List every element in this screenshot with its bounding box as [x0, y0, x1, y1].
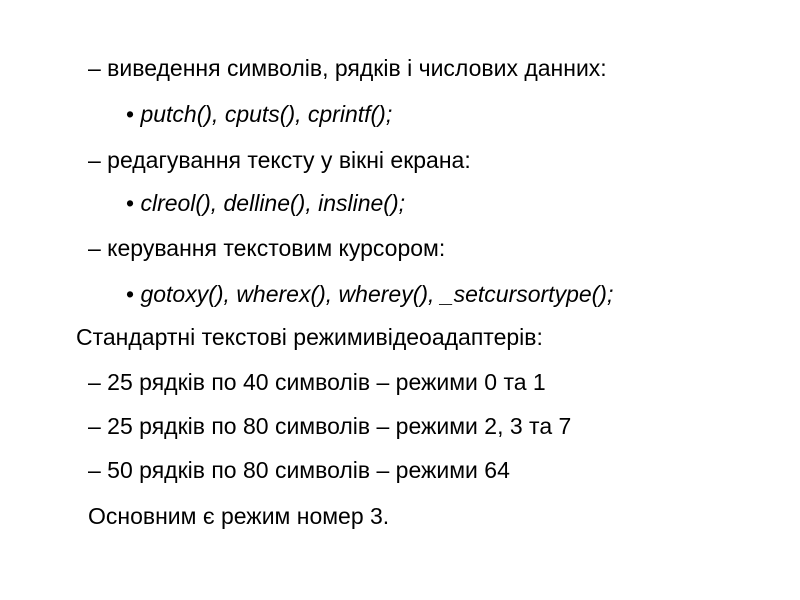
mode-item-2 — [88, 412, 571, 440]
edit-functions-list: clreol(), delline(), insline(); — [140, 190, 406, 216]
text-modes-heading — [76, 323, 543, 351]
text-modes-heading-text: Стандартні текстові режимивідеоадаптерів: — [76, 324, 543, 350]
cursor-functions-line — [88, 234, 445, 262]
bullet-icon: • — [126, 101, 135, 127]
mode-item-3 — [88, 456, 510, 484]
cursor-functions-bullet — [126, 280, 613, 308]
output-functions-list: putch(), cputs(), cprintf(); — [140, 101, 393, 127]
output-functions-line — [88, 54, 607, 82]
cursor-functions-list: gotoxy(), wherex(), wherey(), _setcursortype(); — [140, 281, 614, 307]
output-functions-bullet — [126, 100, 392, 128]
mode-item-2-text: – 25 рядків по 80 символів – режими 2, 3 та 7 — [88, 413, 572, 439]
bullet-icon: • — [126, 190, 135, 216]
mode-item-1 — [88, 368, 546, 396]
cursor-functions-text: – керування текстовим курсором: — [88, 235, 446, 261]
mode-item-1-text: – 25 рядків по 40 символів – режими 0 та 1 — [88, 369, 546, 395]
output-functions-text: – виведення символів, рядків і числових данних: — [88, 55, 607, 81]
main-mode-note — [88, 502, 389, 530]
main-mode-note-text: Основним є режим номер 3. — [88, 503, 390, 529]
edit-functions-text: – редагування тексту у вікні екрана: — [88, 147, 471, 173]
bullet-icon: • — [126, 281, 135, 307]
mode-item-3-text: – 50 рядків по 80 символів – режими 64 — [88, 457, 510, 483]
edit-functions-bullet — [126, 189, 405, 217]
edit-functions-line — [88, 146, 471, 174]
